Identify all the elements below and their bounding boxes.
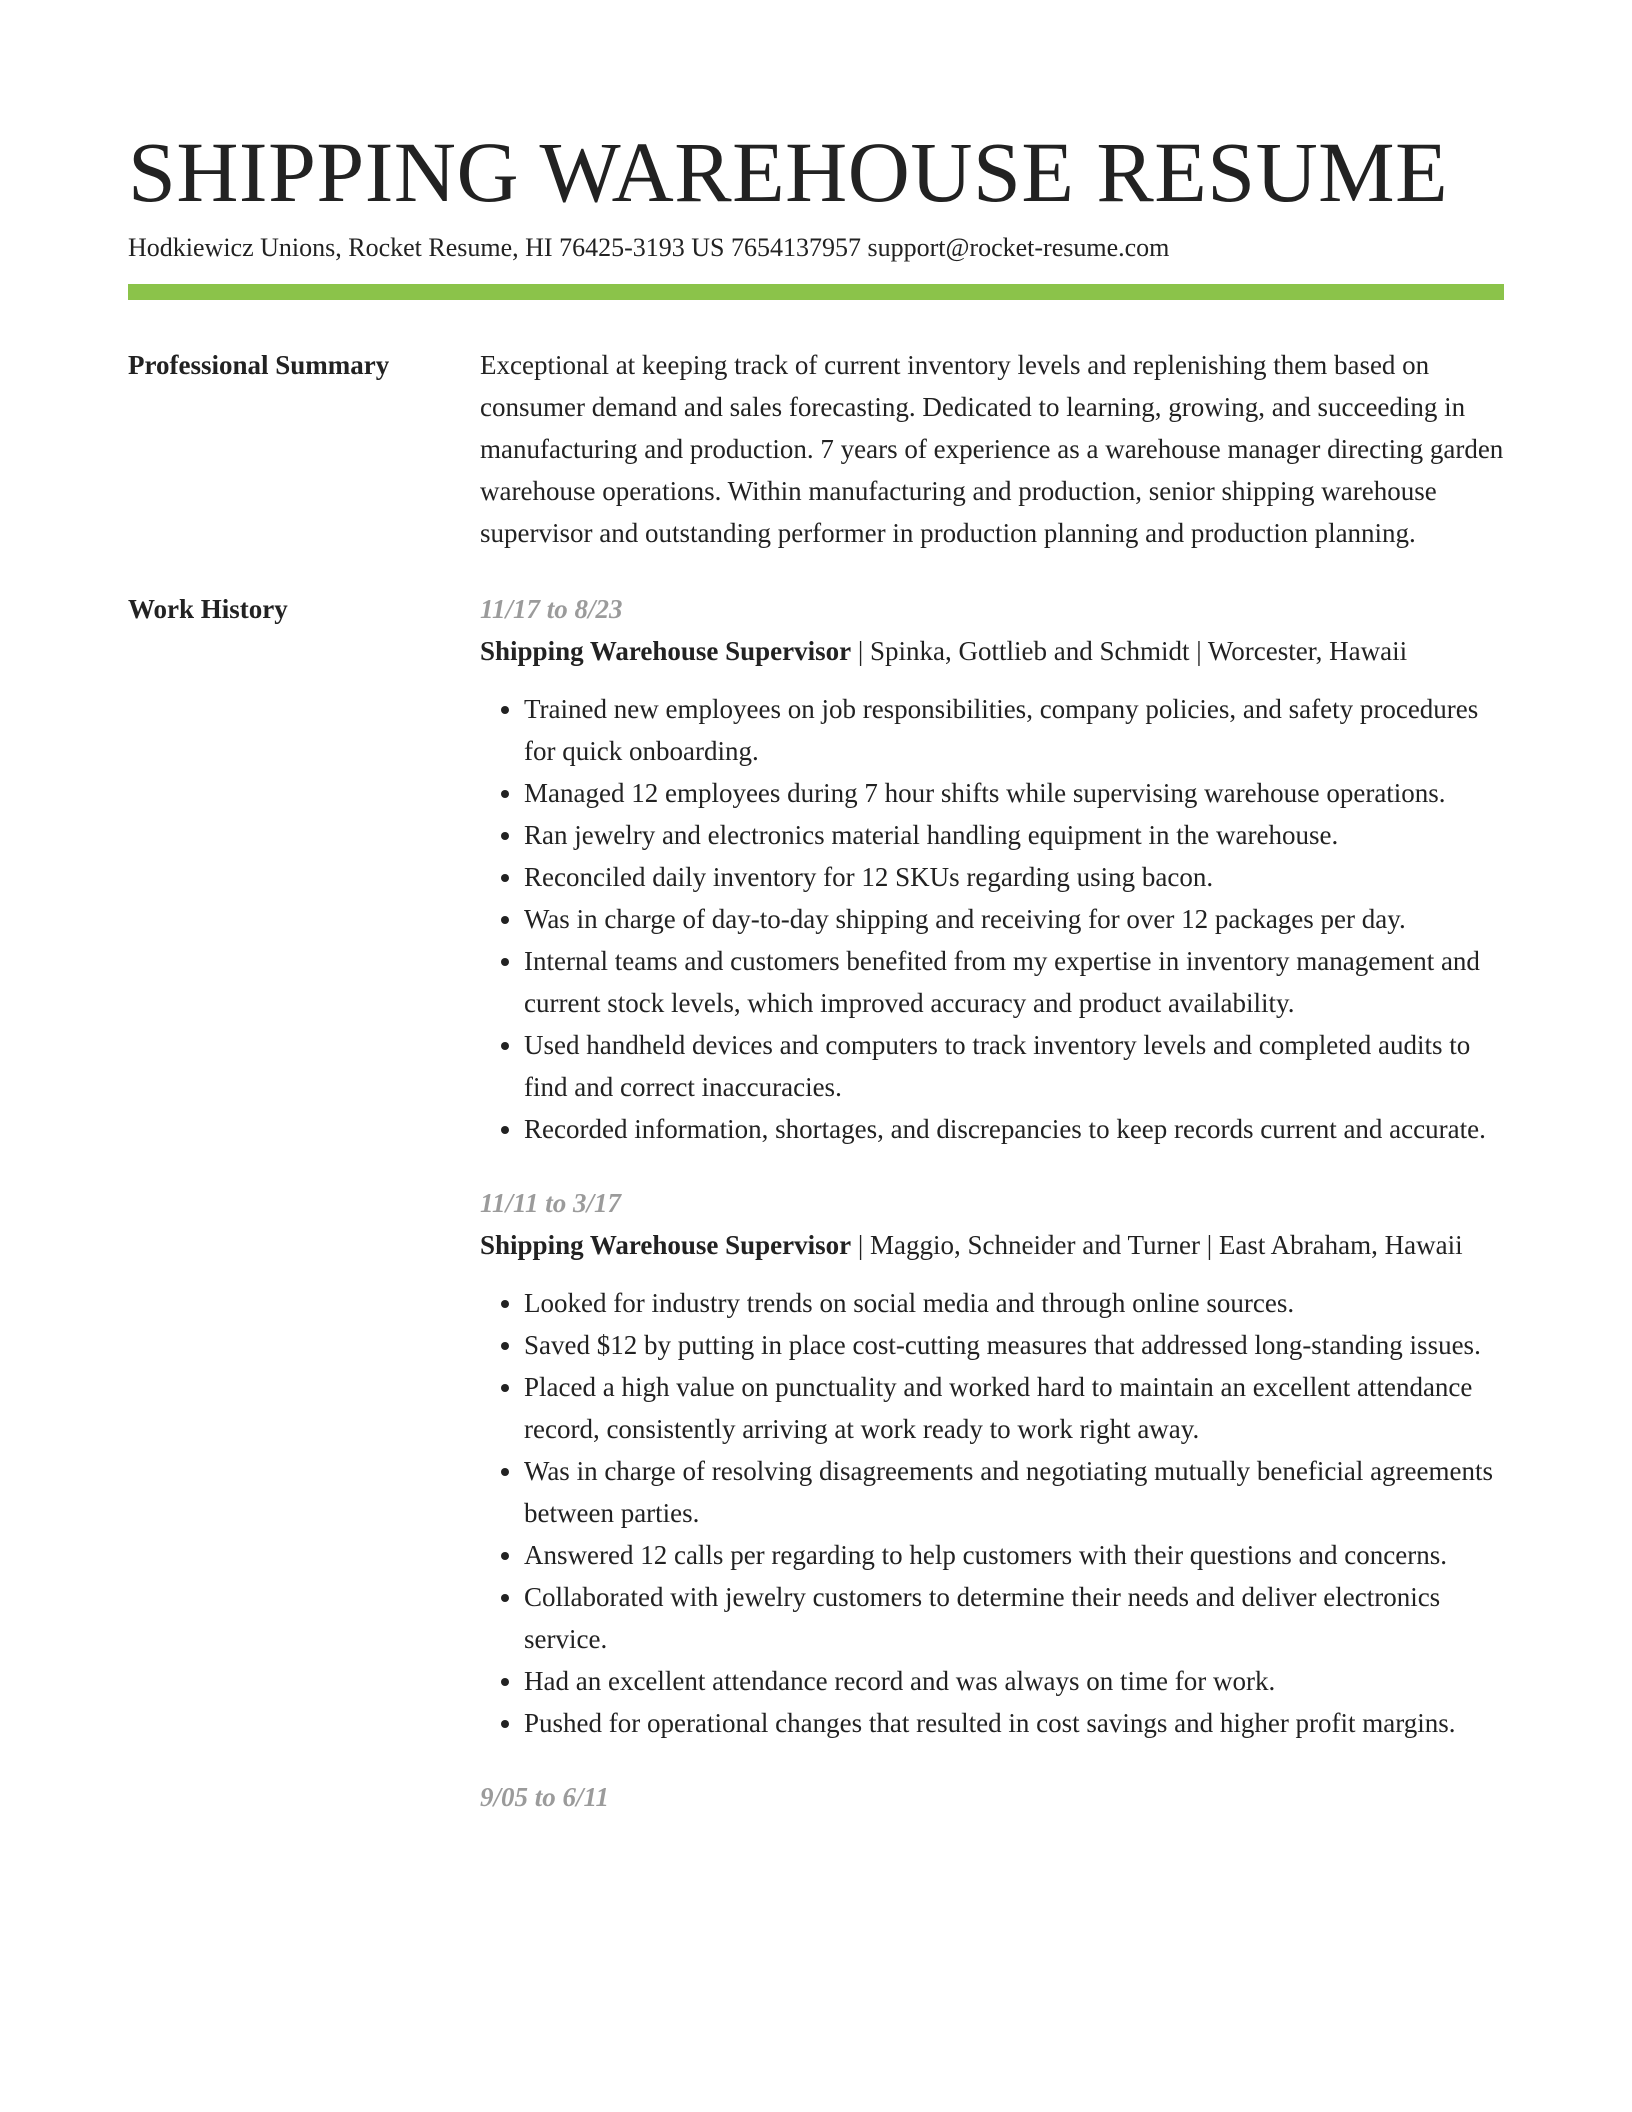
job-bullet: • Ran jewelry and electronics material handling equipment in the warehouse.	[524, 814, 1504, 856]
job-entry	[480, 1776, 1504, 1818]
section-label-work: Work History	[128, 594, 288, 624]
section-label-summary: Professional Summary	[128, 350, 390, 380]
job-bullets	[480, 1282, 1504, 1744]
job-bullet: • Internal teams and customers benefited from my expertise in inventory management and current stock levels, which improved accuracy and product availability.	[524, 940, 1504, 1024]
job-bullet: • Pushed for operational changes that resulted in cost savings and higher profit margins.	[524, 1702, 1504, 1744]
job-heading	[480, 630, 1504, 672]
job-bullet: • Collaborated with jewelry customers to determine their needs and deliver electronics service.	[524, 1576, 1504, 1660]
accent-divider	[128, 284, 1504, 300]
job-entry	[480, 1182, 1504, 1744]
job-employer-location: | Spinka, Gottlieb and Schmidt | Worcester, Hawaii	[851, 636, 1408, 666]
job-bullet: • Reconciled daily inventory for 12 SKUs regarding using bacon.	[524, 856, 1504, 898]
job-dates: 11/11 to 3/17	[480, 1188, 622, 1218]
job-title: Shipping Warehouse Supervisor	[480, 636, 852, 666]
job-bullets	[480, 688, 1504, 1150]
professional-summary-section	[128, 344, 1504, 554]
resume-page	[128, 0, 1504, 1850]
job-employer-location: | Maggio, Schneider and Turner | East Abraham, Hawaii	[851, 1230, 1463, 1260]
job-bullet: • Was in charge of resolving disagreements and negotiating mutually beneficial agreements between parties.	[524, 1450, 1504, 1534]
job-bullet: • Placed a high value on punctuality and worked hard to maintain an excellent attendance record, consistently arriving at work ready to work right away.	[524, 1366, 1504, 1450]
job-bullet: • Trained new employees on job responsibilities, company policies, and safety procedures for quick onboarding.	[524, 688, 1504, 772]
job-bullet: • Recorded information, shortages, and discrepancies to keep records current and accurate.	[524, 1108, 1504, 1150]
job-bullet: • Saved $12 by putting in place cost-cutting measures that addressed long-standing issues.	[524, 1324, 1504, 1366]
job-bullet: • Managed 12 employees during 7 hour shifts while supervising warehouse operations.	[524, 772, 1504, 814]
job-heading	[480, 1224, 1504, 1266]
job-entry	[480, 588, 1504, 1150]
job-bullet: • Answered 12 calls per regarding to help customers with their questions and concerns.	[524, 1534, 1504, 1576]
job-bullet: • Looked for industry trends on social media and through online sources.	[524, 1282, 1504, 1324]
job-bullet: • Was in charge of day-to-day shipping and receiving for over 12 packages per day.	[524, 898, 1504, 940]
job-title: Shipping Warehouse Supervisor	[480, 1230, 852, 1260]
job-dates: 9/05 to 6/11	[480, 1782, 610, 1812]
summary-text: Exceptional at keeping track of current inventory levels and replenishing them based on consumer demand and sales forecasting. Dedicated to learning, growing, and succeeding in manufacturing and production. 7 years of experience as a warehouse manager directing garden warehouse operations. Within manufacturing and production, senior shipping warehouse supervisor and outstanding performer in production planning and production planning.	[480, 350, 1504, 548]
job-bullet: • Used handheld devices and computers to track inventory levels and completed audits to find and correct inaccuracies.	[524, 1024, 1504, 1108]
job-dates: 11/17 to 8/23	[480, 594, 623, 624]
resume-title: SHIPPING WAREHOUSE RESUME	[128, 124, 1449, 220]
work-history-section	[128, 588, 1504, 1850]
job-bullet: • Had an excellent attendance record and was always on time for work.	[524, 1660, 1504, 1702]
contact-line: Hodkiewicz Unions, Rocket Resume, HI 76425-3193 US 7654137957 support@rocket-resume.com	[128, 233, 1170, 262]
